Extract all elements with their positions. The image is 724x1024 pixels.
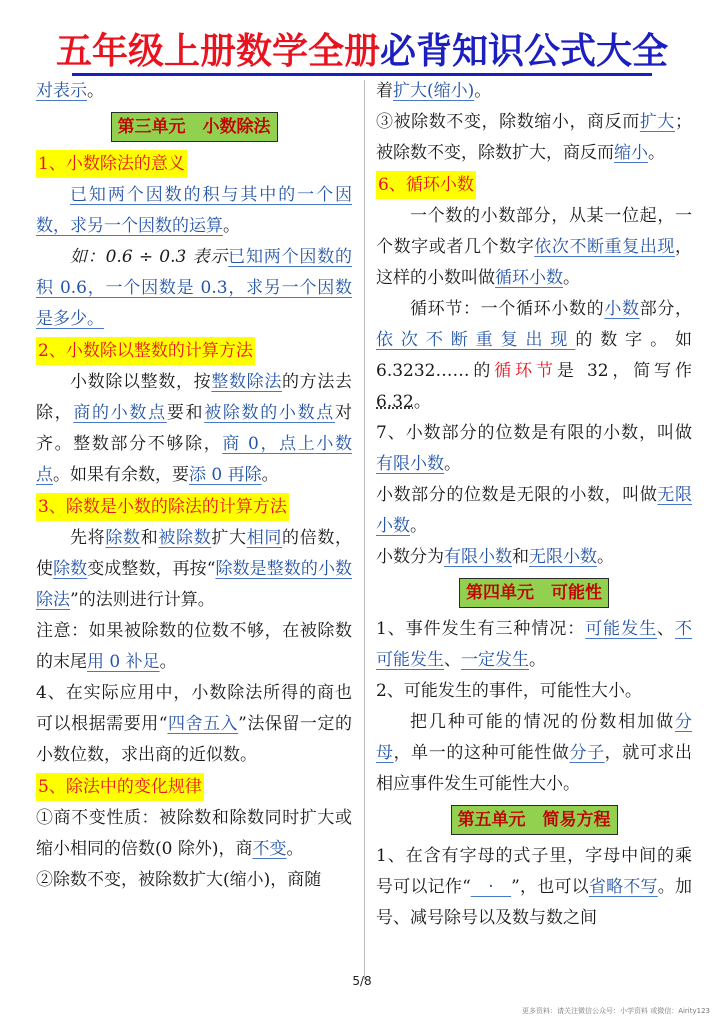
footer-note: 更多资料：请关注微信公众号：小学资料 或微信：Airity123: [521, 1007, 710, 1015]
page-number: 5/8: [352, 974, 372, 988]
paragraph: 2、可能发生的事件，可能性大小。: [376, 681, 642, 701]
title-part-1: 五年级上册数学全册: [55, 31, 380, 72]
unit-4-heading: 第四单元 可能性: [376, 578, 692, 609]
section-heading: 6、循环小数: [376, 169, 692, 201]
paragraph: ②除数不变，被除数扩大(缩小)，商随: [36, 870, 322, 890]
title-part-2: 必背知识公式大全: [380, 31, 669, 72]
paragraph: 小数除以整数，按整数除法的方法去除，商的小数点要和被除数的小数点对齐。整数部分不够除，商 0，点上小数点。如果有余数，要添 0 再除。: [36, 372, 353, 485]
paragraph: 对表示。: [36, 81, 104, 101]
section-heading: 3、除数是小数的除法的计算方法: [36, 491, 352, 523]
unit-5-heading: 第五单元 简易方程: [376, 805, 692, 836]
section-heading: 2、小数除以整数的计算方法: [36, 335, 352, 367]
page-title: [0, 30, 724, 74]
paragraph: 已知两个因数的积与其中的一个因数，求另一个因数的运算。: [36, 185, 352, 236]
paragraph: 一个数的小数部分，从某一位起，一个数字或者几个数字依次不断重复出现，这样的小数叫做循环小数。: [376, 206, 693, 288]
paragraph: 1、事件发生有三种情况：可能发生、不可能发生、一定发生。: [376, 619, 692, 670]
paragraph: 把几种可能的情况的份数相加做分母，单一的这种可能性做分子，就可求出相应事件发生可能性大小。: [376, 712, 693, 794]
paragraph: 先将除数和被除数扩大相同的倍数，使除数变成整数，再按“除数是整数的小数除法”的法则进行计算。: [36, 528, 353, 610]
column-divider: [364, 80, 365, 980]
paragraph: 1、在含有字母的式子里，字母中间的乘号可以记作“ · ”，也可以省略不写。加号、减号除号以及数与数之间: [376, 846, 693, 928]
section-heading: 5、除法中的变化规律: [36, 771, 352, 803]
paragraph: 4、在实际应用中，小数除法所得的商也可以根据需要用“四舍五入”法保留一定的小数位数，求出商的近似数。: [36, 683, 352, 765]
paragraph: ③被除数不变，除数缩小，商反而扩大；被除数不变，除数扩大，商反而缩小。: [376, 112, 693, 163]
paragraph: 着扩大(缩小)。: [376, 81, 492, 101]
paragraph: 小数部分的位数是无限的小数，叫做无限小数。: [376, 485, 693, 536]
right-column: [376, 76, 692, 934]
paragraph: 7、小数部分的位数是有限的小数，叫做有限小数。: [376, 423, 692, 474]
paragraph: 循环节：一个循环小数的小数部分，依次不断重复出现的数字。如 6.3232……的循环节是 32，简写作 6.32。: [376, 299, 693, 412]
paragraph: 注意：如果被除数的位数不够，在被除数的末尾用 0 补足。: [36, 621, 352, 672]
paragraph: 小数分为有限小数和无限小数。: [376, 547, 614, 567]
left-column: [36, 76, 352, 896]
unit-3-heading: 第三单元 小数除法: [36, 112, 352, 143]
paragraph: 如：0.6 ÷ 0.3 表示已知两个因数的积 0.6，一个因数是 0.3，求另一个因数是多少。: [36, 247, 353, 329]
section-heading: 1、小数除法的意义: [36, 148, 352, 180]
paragraph: ①商不变性质：被除数和除数同时扩大或缩小相同的倍数(0 除外)，商不变。: [36, 808, 352, 859]
